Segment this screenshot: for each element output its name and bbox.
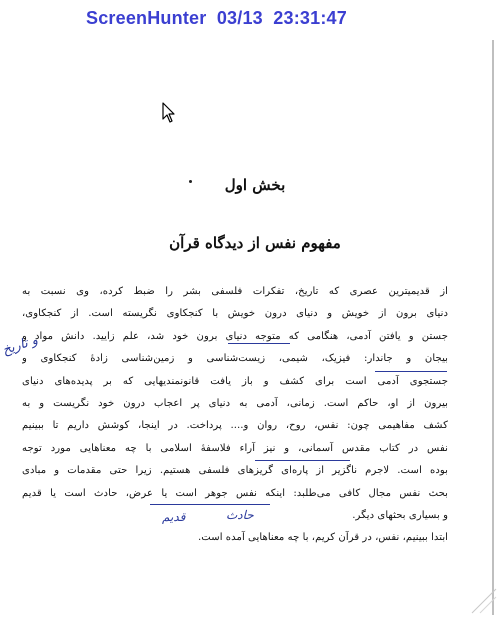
text-line: کشف مفاهیمی چون: نفس، روح، روان و.... پرداخت. در اینجا، کوشش داریم تا ببینیم — [22, 420, 448, 432]
capture-date: 03/13 — [216, 8, 263, 28]
ink-underline — [150, 504, 270, 505]
handwritten-note: قدیم — [162, 510, 186, 524]
handwritten-note: حادث — [226, 508, 254, 522]
capture-banner — [0, 0, 499, 40]
page-curl — [470, 585, 498, 615]
capture-stamp — [86, 8, 347, 29]
ink-underline — [255, 460, 350, 461]
text-line: نفس در کتاب مقدس آسمانی، و نیز آراء فلاسفهٔ اسلامی با چه معناهایی مورد توجه — [22, 442, 448, 454]
capture-app-name: ScreenHunter — [86, 8, 207, 28]
ink-underline — [228, 343, 290, 344]
text-line: از قدیمیترین عصری که تاریخ، تفکرات فلسفی بشر را ضبط کرده، وی نسبت به — [22, 286, 448, 297]
text-line: جستن و یافتن آدمی، هنگامی که متوجه دنیای برون خود شد، علم زایید. دانش مواد و — [22, 330, 448, 342]
ink-underline — [375, 371, 447, 372]
text-line: ابتدا ببینیم، نفس، در قرآن کریم، با چه معناهایی آمده است. — [197, 532, 448, 544]
chapter-heading: بخش اول — [224, 176, 286, 194]
text-line: بوده است. لاجرم ناگزیر از پاره‌ای گریزهای فلسفی هستیم. زیرا حتی مقدمات و مبادی — [22, 465, 448, 477]
text-line: و بسیاری بحثهای دیگر. — [352, 510, 448, 522]
text-line: جستجوی آدمی است برای کشف و باز یافت قانونمندیهایی که بر پدیده‌های دنیای — [22, 375, 448, 387]
section-title: مفهوم نفس از دیدگاه قرآن — [169, 234, 341, 252]
text-line: بحث نفس مجال کافی می‌طلبد: اینکه نفس جوهر است یا عرض، حادث است یا قدیم — [22, 487, 448, 499]
text-line: بیرون از او، حاکم است. زمانی، آدمی به دنیای پر اعجاب درون خود نگریست و به — [22, 398, 448, 410]
text-line: بیجان و جاندار: فیزیک، شیمی، زیست‌شناسی و زمین‌شناسی زادهٔ کنجکاوی و — [22, 353, 448, 365]
text-line: دنیای برون از خویش و دنیای درون خویش با کنجکاوی نگریسته است. از کنجکاوی، — [22, 308, 448, 320]
mouse-pointer-icon — [162, 102, 176, 124]
margin-note: و تاریخ — [0, 332, 40, 359]
capture-time: 23:31:47 — [273, 8, 347, 28]
